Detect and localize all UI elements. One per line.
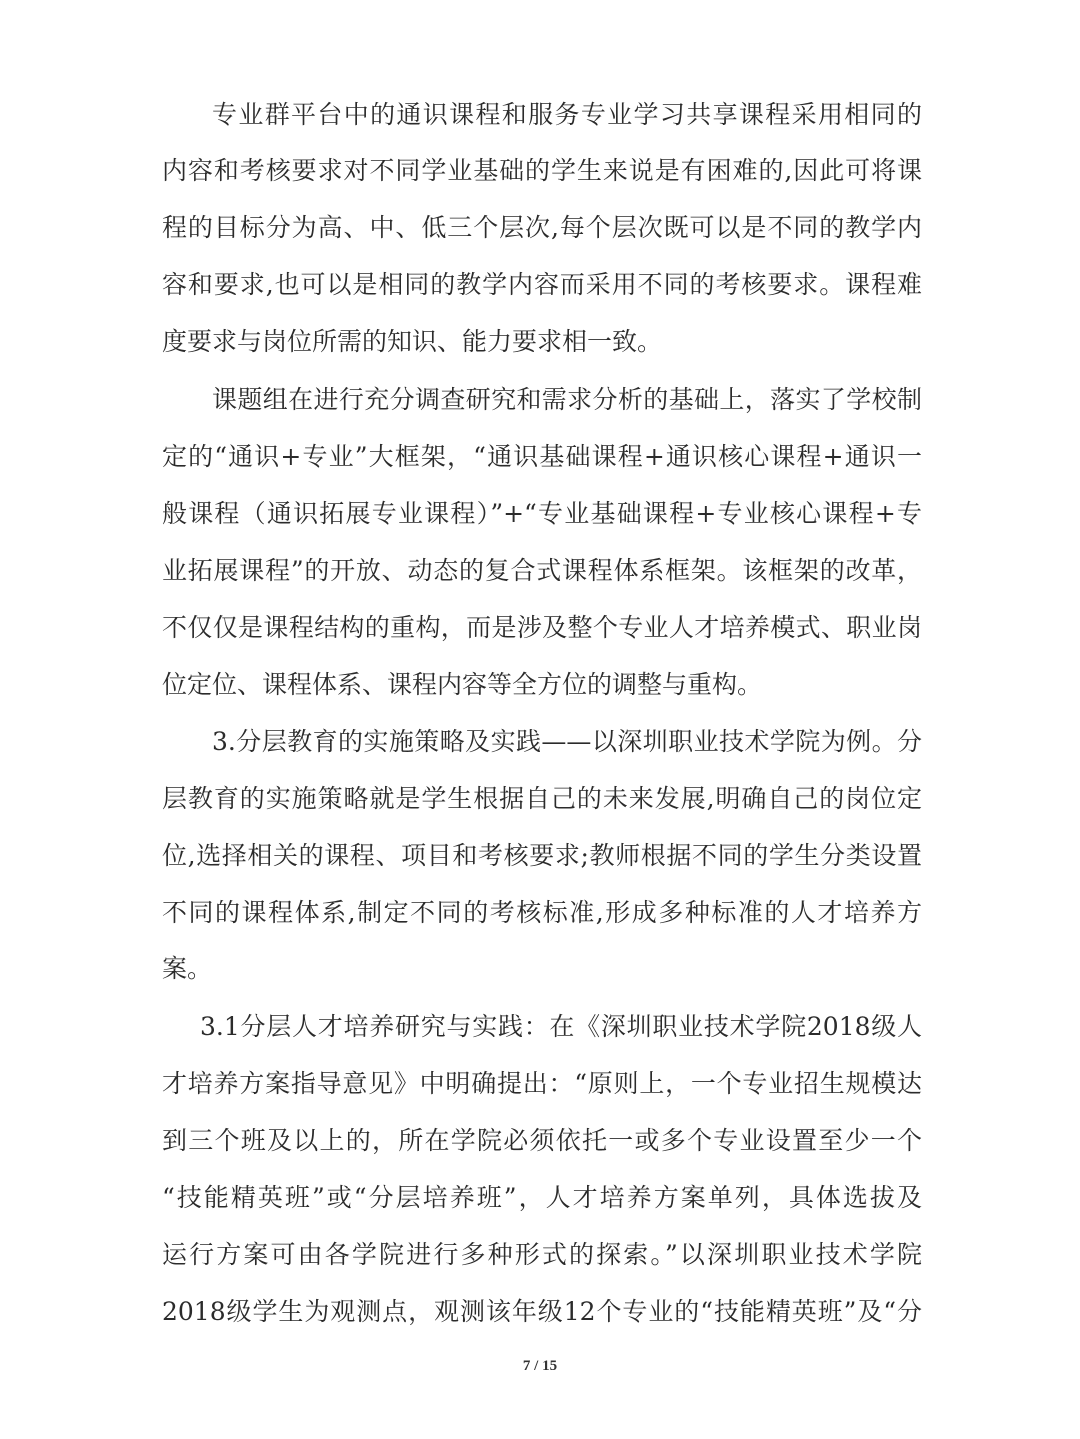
paragraph-1-line-4: 容和要求,也可以是相同的教学内容而采用不同的考核要求。课程难: [162, 270, 922, 299]
paragraph-4-line-3: 到三个班及以上的，所在学院必须依托一或多个专业设置至少一个: [162, 1126, 922, 1155]
paragraph-4-line-1: 3.1分层人才培养研究与实践：在《深圳职业技术学院2018级人: [200, 1012, 922, 1041]
paragraph-3-line-4: 不同的课程体系,制定不同的考核标准,形成多种标准的人才培养方: [162, 898, 922, 927]
paragraph-1-line-1: 专业群平台中的通识课程和服务专业学习共享课程采用相同的: [212, 100, 922, 129]
paragraph-4-line-2: 才培养方案指导意见》中明确提出：“原则上，一个专业招生规模达: [162, 1069, 922, 1098]
paragraph-4-line-5: 运行方案可由各学院进行多种形式的探索。”以深圳职业技术学院: [162, 1240, 922, 1269]
paragraph-2-line-4: 业拓展课程”的开放、动态的复合式课程体系框架。该框架的改革，: [162, 556, 922, 585]
paragraph-2-line-6: 位定位、课程体系、课程内容等全方位的调整与重构。: [162, 670, 763, 699]
paragraph-3-line-2: 层教育的实施策略就是学生根据自己的未来发展,明确自己的岗位定: [162, 784, 922, 813]
paragraph-2-line-2: 定的“通识+专业”大框架，“通识基础课程+通识核心课程+通识一: [162, 442, 922, 471]
paragraph-1-line-3: 程的目标分为高、中、低三个层次,每个层次既可以是不同的教学内: [162, 213, 922, 242]
paragraph-3-line-3: 位,选择相关的课程、项目和考核要求;教师根据不同的学生分类设置: [162, 841, 922, 870]
paragraph-2-line-1: 课题组在进行充分调查研究和需求分析的基础上，落实了学校制: [212, 385, 922, 414]
paragraph-1-line-5: 度要求与岗位所需的知识、能力要求相一致。: [162, 327, 663, 356]
paragraph-3-line-1: 3.分层教育的实施策略及实践——以深圳职业技术学院为例。分: [212, 727, 922, 756]
paragraph-1-line-2: 内容和考核要求对不同学业基础的学生来说是有困难的,因此可将课: [162, 156, 922, 185]
paragraph-3-line-5: 案。: [162, 954, 213, 983]
paragraph-4-line-6: 2018级学生为观测点，观测该年级12个专业的“技能精英班”及“分: [162, 1297, 922, 1326]
paragraph-2-line-3: 般课程（通识拓展专业课程）”+“专业基础课程+专业核心课程+专: [162, 499, 922, 528]
paragraph-4-line-4: “技能精英班”或“分层培养班”，人才培养方案单列，具体选拔及: [162, 1183, 922, 1212]
page-number: 7 / 15: [522, 1358, 558, 1374]
paragraph-2-line-5: 不仅仅是课程结构的重构，而是涉及整个专业人才培养模式、职业岗: [162, 613, 922, 642]
